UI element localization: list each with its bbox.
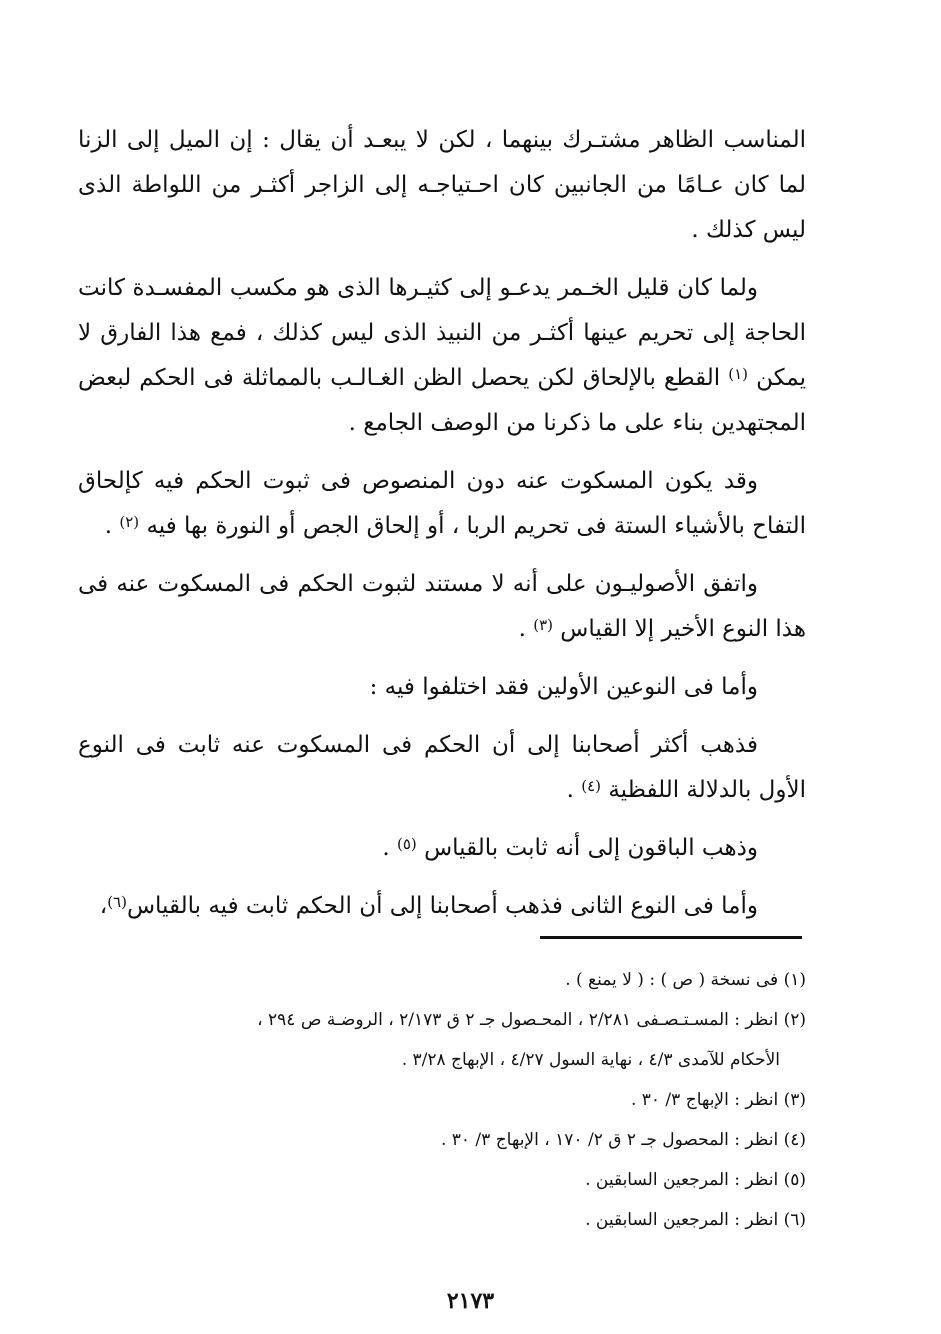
footnote-number: (٦) [783, 1210, 806, 1230]
paragraph [78, 884, 806, 929]
paragraph [78, 826, 806, 871]
footnote [78, 1000, 806, 1040]
paragraph-text: فذهب أكثر أصحابنا إلى أن الحكم فى المسكوت عنه ثابت فى النوع الأول بالدلالة اللفظية [78, 732, 806, 803]
footnote [78, 1080, 806, 1120]
paragraph-text: ولما كان قليل الخـمر يدعـو إلى كثيـرها الذى هو مكسب المفسـدة كانت الحاجة إلى تحريم عينها أكثـر من النبيذ الذى ليس كذلك ، فمع هذا الفارق لا يمكن [78, 275, 807, 391]
paragraph [78, 562, 806, 652]
paragraph-text-continued: القطع بالإلحاق لكن يحصل الظن الغـالـب بالمماثلة فى الحكم لبعض المجتهدين بناء على ما ذكرنا من الوصف الجامع . [78, 365, 806, 436]
footnote-text: انظر : الإبهاج ٣/ ٣٠ . [630, 1090, 779, 1110]
page-number: ٢١٧٣ [446, 1288, 495, 1314]
paragraph-text: المناسب الظاهر مشتـرك بينهما ، لكن لا يبعـد أن يقال : إن الميل إلى الزنا لما كان عـامًا من الجانبين كان احـتياجـه إلى الزاجر أكثـر من اللواطة الذى ليس كذلك . [78, 127, 806, 243]
paragraph-text-continued: . [104, 513, 113, 539]
paragraph [78, 665, 806, 710]
paragraph [78, 266, 806, 446]
footnote-reference[interactable]: (٤) [581, 777, 601, 795]
footnote [78, 960, 806, 1000]
footnote-text: انظر : المرجعين السابقين . [585, 1210, 779, 1230]
footnote-reference[interactable]: (٥) [397, 835, 417, 853]
paragraph [78, 459, 806, 549]
footnote-reference[interactable]: (١) [728, 365, 749, 383]
paragraph-text: واتفق الأصوليـون على أنه لا مستند لثبوت الحكم فى المسكوت عنه فى هذا النوع الأخير إلا القياس [78, 571, 806, 642]
footnote-text: انظر : المرجعين السابقين . [585, 1170, 779, 1190]
paragraph-text-continued: . [382, 835, 390, 861]
footnote-text: انظر : المسـتـصـفى ٢/٢٨١ ، المحـصول جـ ٢ ق ٢/١٧٣ ، الروضـة ص ٢٩٤ ، [257, 1010, 779, 1030]
footnote-number: (٣) [783, 1090, 806, 1110]
footnote-reference[interactable]: (٦) [107, 893, 127, 911]
footnote-number: (٢) [783, 1010, 806, 1030]
paragraph [78, 118, 806, 253]
footnote [78, 1160, 806, 1200]
paragraph-text-continued: . [518, 616, 526, 642]
footnotes [78, 960, 806, 1240]
paragraph-text-continued: . [566, 777, 574, 803]
paragraph-text: وقد يكون المسكوت عنه دون المنصوص فى ثبوت الحكم فيه كإلحاق التفاح بالأشياء الستة فى تحريم الربا ، أو إلحاق الجص أو النورة بها فيه [78, 468, 806, 539]
footnote [78, 1120, 806, 1160]
footnote-number: (٥) [783, 1170, 806, 1190]
footnote [78, 1200, 806, 1240]
footnote-text: فى نسخة ( ص ) : ( لا يمنع ) . [565, 970, 779, 990]
footnote-continuation: الأحكام للآمدى ٤/٣ ، نهاية السول ٤/٢٧ ، الإبهاج ٣/٢٨ . [401, 1050, 780, 1070]
paragraph [78, 723, 806, 813]
paragraph-text: وذهب الباقون إلى أنه ثابت بالقياس [424, 835, 758, 861]
footnote-number: (٤) [783, 1130, 806, 1150]
main-text [78, 118, 806, 942]
paragraph-text-continued: ، [99, 893, 108, 919]
paragraph-text: وأما فى النوع الثانى فذهب أصحابنا إلى أن الحكم ثابت فيه بالقياس [126, 893, 758, 919]
footnote-reference[interactable]: (٢) [119, 513, 140, 531]
footnote-number: (١) [783, 970, 806, 990]
footnote-reference[interactable]: (٣) [533, 616, 553, 634]
paragraph-text: وأما فى النوعين الأولين فقد اختلفوا فيه : [369, 674, 758, 700]
footnote-text: انظر : المحصول جـ ٢ ق ٢/ ١٧٠ ، الإبهاج ٣/ ٣٠ . [440, 1130, 779, 1150]
footnote-separator [540, 936, 802, 939]
